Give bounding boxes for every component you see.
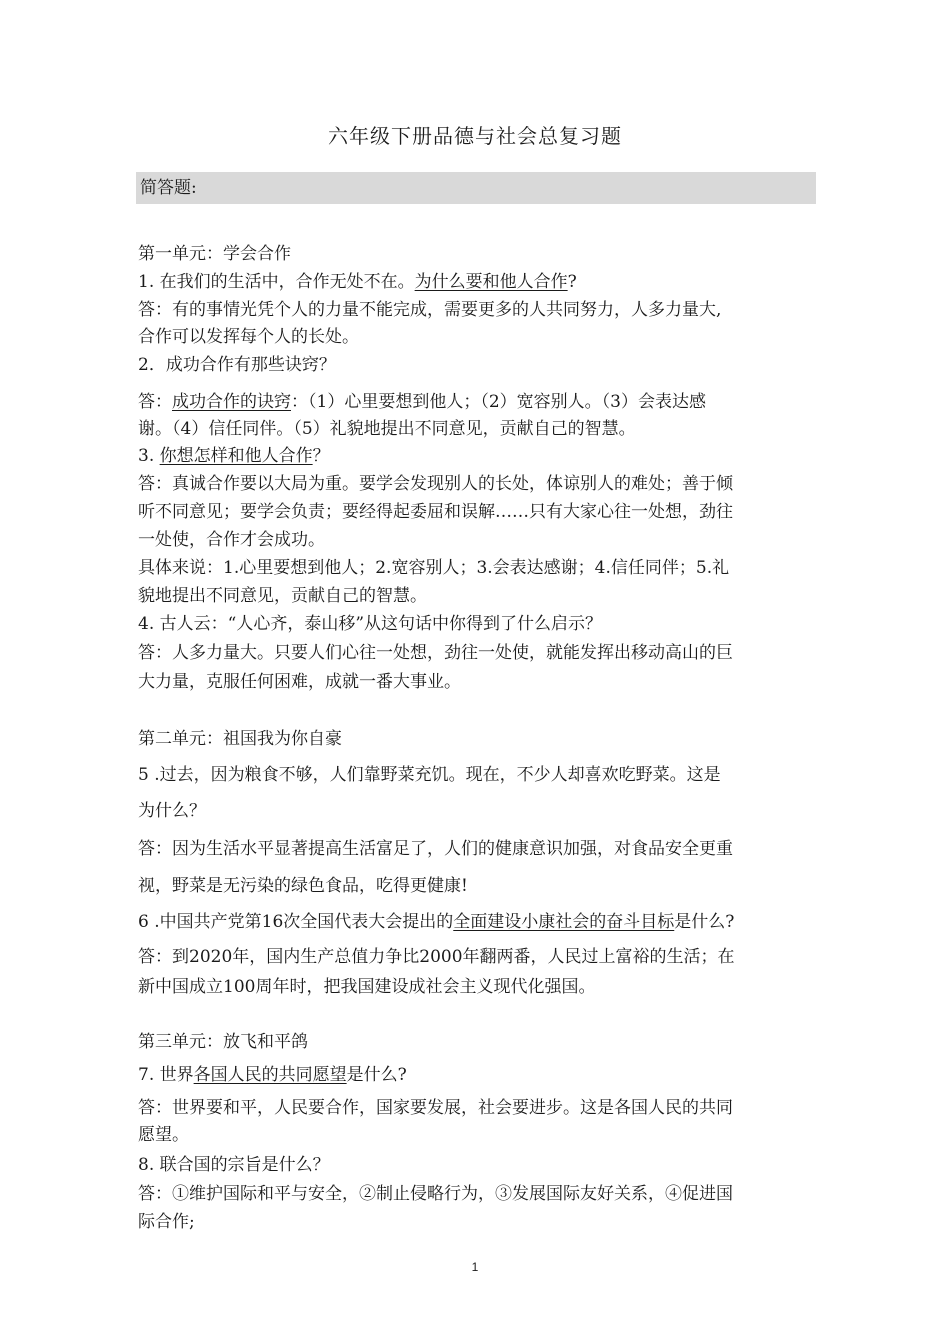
text-line (138, 326, 359, 348)
text-line (138, 671, 461, 693)
text-segment: 答：真诚合作要以大局为重。要学会发现别人的长处，体谅别人的难处；善于倾 (138, 474, 733, 494)
text-line (138, 418, 636, 440)
text-segment: 答：人多力量大。只要人们心往一处想，劲往一处使，就能发挥出移动高山的巨 (138, 643, 733, 663)
text-segment: 答：到2020年，国内生产总值力争比2000年翻两番，人民过上富裕的生活；在 (138, 947, 735, 967)
text-line (138, 243, 291, 265)
underlined-text: 成功合作的诀窍 (172, 392, 291, 412)
text-line (138, 1097, 733, 1119)
text-segment: 一处使，合作才会成功。 (138, 530, 325, 550)
text-line (138, 271, 577, 293)
text-segment: 1. 在我们的生活中，合作无处不在。 (138, 272, 415, 292)
text-line (138, 642, 733, 664)
text-segment: 答：有的事情光凭个人的力量不能完成，需要更多的人共同努力，人多力量大, (138, 300, 722, 320)
text-segment: 5 .过去，因为粮食不够，人们靠野菜充饥。现在，不少人却喜欢吃野菜。这是 (138, 765, 721, 785)
text-segment: 2．成功合作有那些诀窍？ (138, 355, 336, 375)
text-line (138, 585, 427, 607)
underlined-text: 全面建设小康社会的奋斗目标 (453, 912, 675, 932)
text-segment: 视，野菜是无污染的绿色食品，吃得更健康! (138, 876, 468, 896)
text-line (138, 391, 706, 413)
text-line (138, 557, 729, 579)
text-line (138, 1211, 195, 1233)
text-segment: 听不同意见；要学会负责；要经得起委屈和误解……只有大家心往一处想，劲往 (138, 502, 733, 522)
text-segment: 第二单元：祖国我为你自豪 (138, 729, 342, 749)
text-segment: 第一单元：学会合作 (138, 244, 291, 264)
text-line (138, 875, 468, 897)
text-segment: 7. 世界 (138, 1065, 194, 1085)
text-segment: 第三单元：放飞和平鸽 (138, 1032, 308, 1052)
text-segment: 愿望。 (138, 1125, 189, 1145)
text-segment: 3. (138, 446, 160, 466)
text-segment: 答：①维护国际和平与安全，②制止侵略行为，③发展国际友好关系，④促进国 (138, 1184, 733, 1204)
text-line (138, 911, 734, 933)
text-segment: 6 .中国共产党第16次全国代表大会提出的 (138, 912, 454, 932)
text-segment: 是什么? (674, 912, 735, 932)
page-title: 六年级下册品德与社会总复习题 (328, 124, 622, 148)
underlined-text: 为什么要和他人合作 (414, 272, 568, 292)
text-line (138, 1124, 189, 1146)
text-segment: 答： (138, 392, 172, 412)
underlined-text: 各国人民的共同愿望 (193, 1065, 347, 1085)
text-segment: ？ (312, 446, 330, 466)
text-line (138, 800, 206, 822)
text-segment: 答：因为生活水平显著提高生活富足了，人们的健康意识加强，对食品安全更重 (138, 839, 733, 859)
text-segment: 貌地提出不同意见，贡献自己的智慧。 (138, 586, 427, 606)
text-line (138, 529, 325, 551)
text-segment: 大力量，克服任何困难，成就一番大事业。 (138, 672, 461, 692)
text-line (138, 728, 342, 750)
text-segment: 4. 古人云：“人心齐，泰山移”从这句话中你得到了什么启示？ (138, 614, 603, 634)
text-line (138, 299, 721, 321)
text-segment: 合作可以发挥每个人的长处。 (138, 327, 359, 347)
text-segment: 具体来说：1.心里要想到他人；2.宽容别人；3.会表达感谢；4.信任同伴；5.礼 (138, 558, 730, 578)
page-number: 1 (471, 1260, 479, 1274)
text-segment: ：（1）心里要想到他人；（2）宽容别人。（3）会表达感 (291, 392, 706, 412)
underlined-text: 你想怎样和他人合作 (159, 446, 313, 466)
text-line (138, 473, 733, 495)
text-line (138, 445, 330, 467)
text-line (138, 501, 733, 523)
text-segment: 新中国成立100周年时，把我国建设成社会主义现代化强国。 (138, 977, 596, 997)
text-segment: 答：世界要和平，人民要合作，国家要发展，社会要进步。这是各国人民的共同 (138, 1098, 733, 1118)
text-segment: 际合作; (138, 1212, 195, 1232)
text-line (138, 1183, 733, 1205)
text-line (138, 976, 595, 998)
text-line (138, 838, 733, 860)
section-header: 简答题: (136, 172, 816, 204)
text-line (138, 1031, 308, 1053)
text-line (138, 354, 336, 376)
text-segment: 8. 联合国的宗旨是什么？ (138, 1155, 330, 1175)
text-line (138, 613, 602, 635)
text-line (138, 1064, 407, 1086)
text-line (138, 1154, 330, 1176)
text-line (138, 946, 735, 968)
text-line (138, 764, 721, 786)
text-segment: 是什么? (346, 1065, 407, 1085)
text-segment: ? (567, 272, 577, 292)
text-segment: 谢。（4）信任同伴。（5）礼貌地提出不同意见，贡献自己的智慧。 (138, 419, 636, 439)
text-segment: 为什么？ (138, 801, 206, 821)
